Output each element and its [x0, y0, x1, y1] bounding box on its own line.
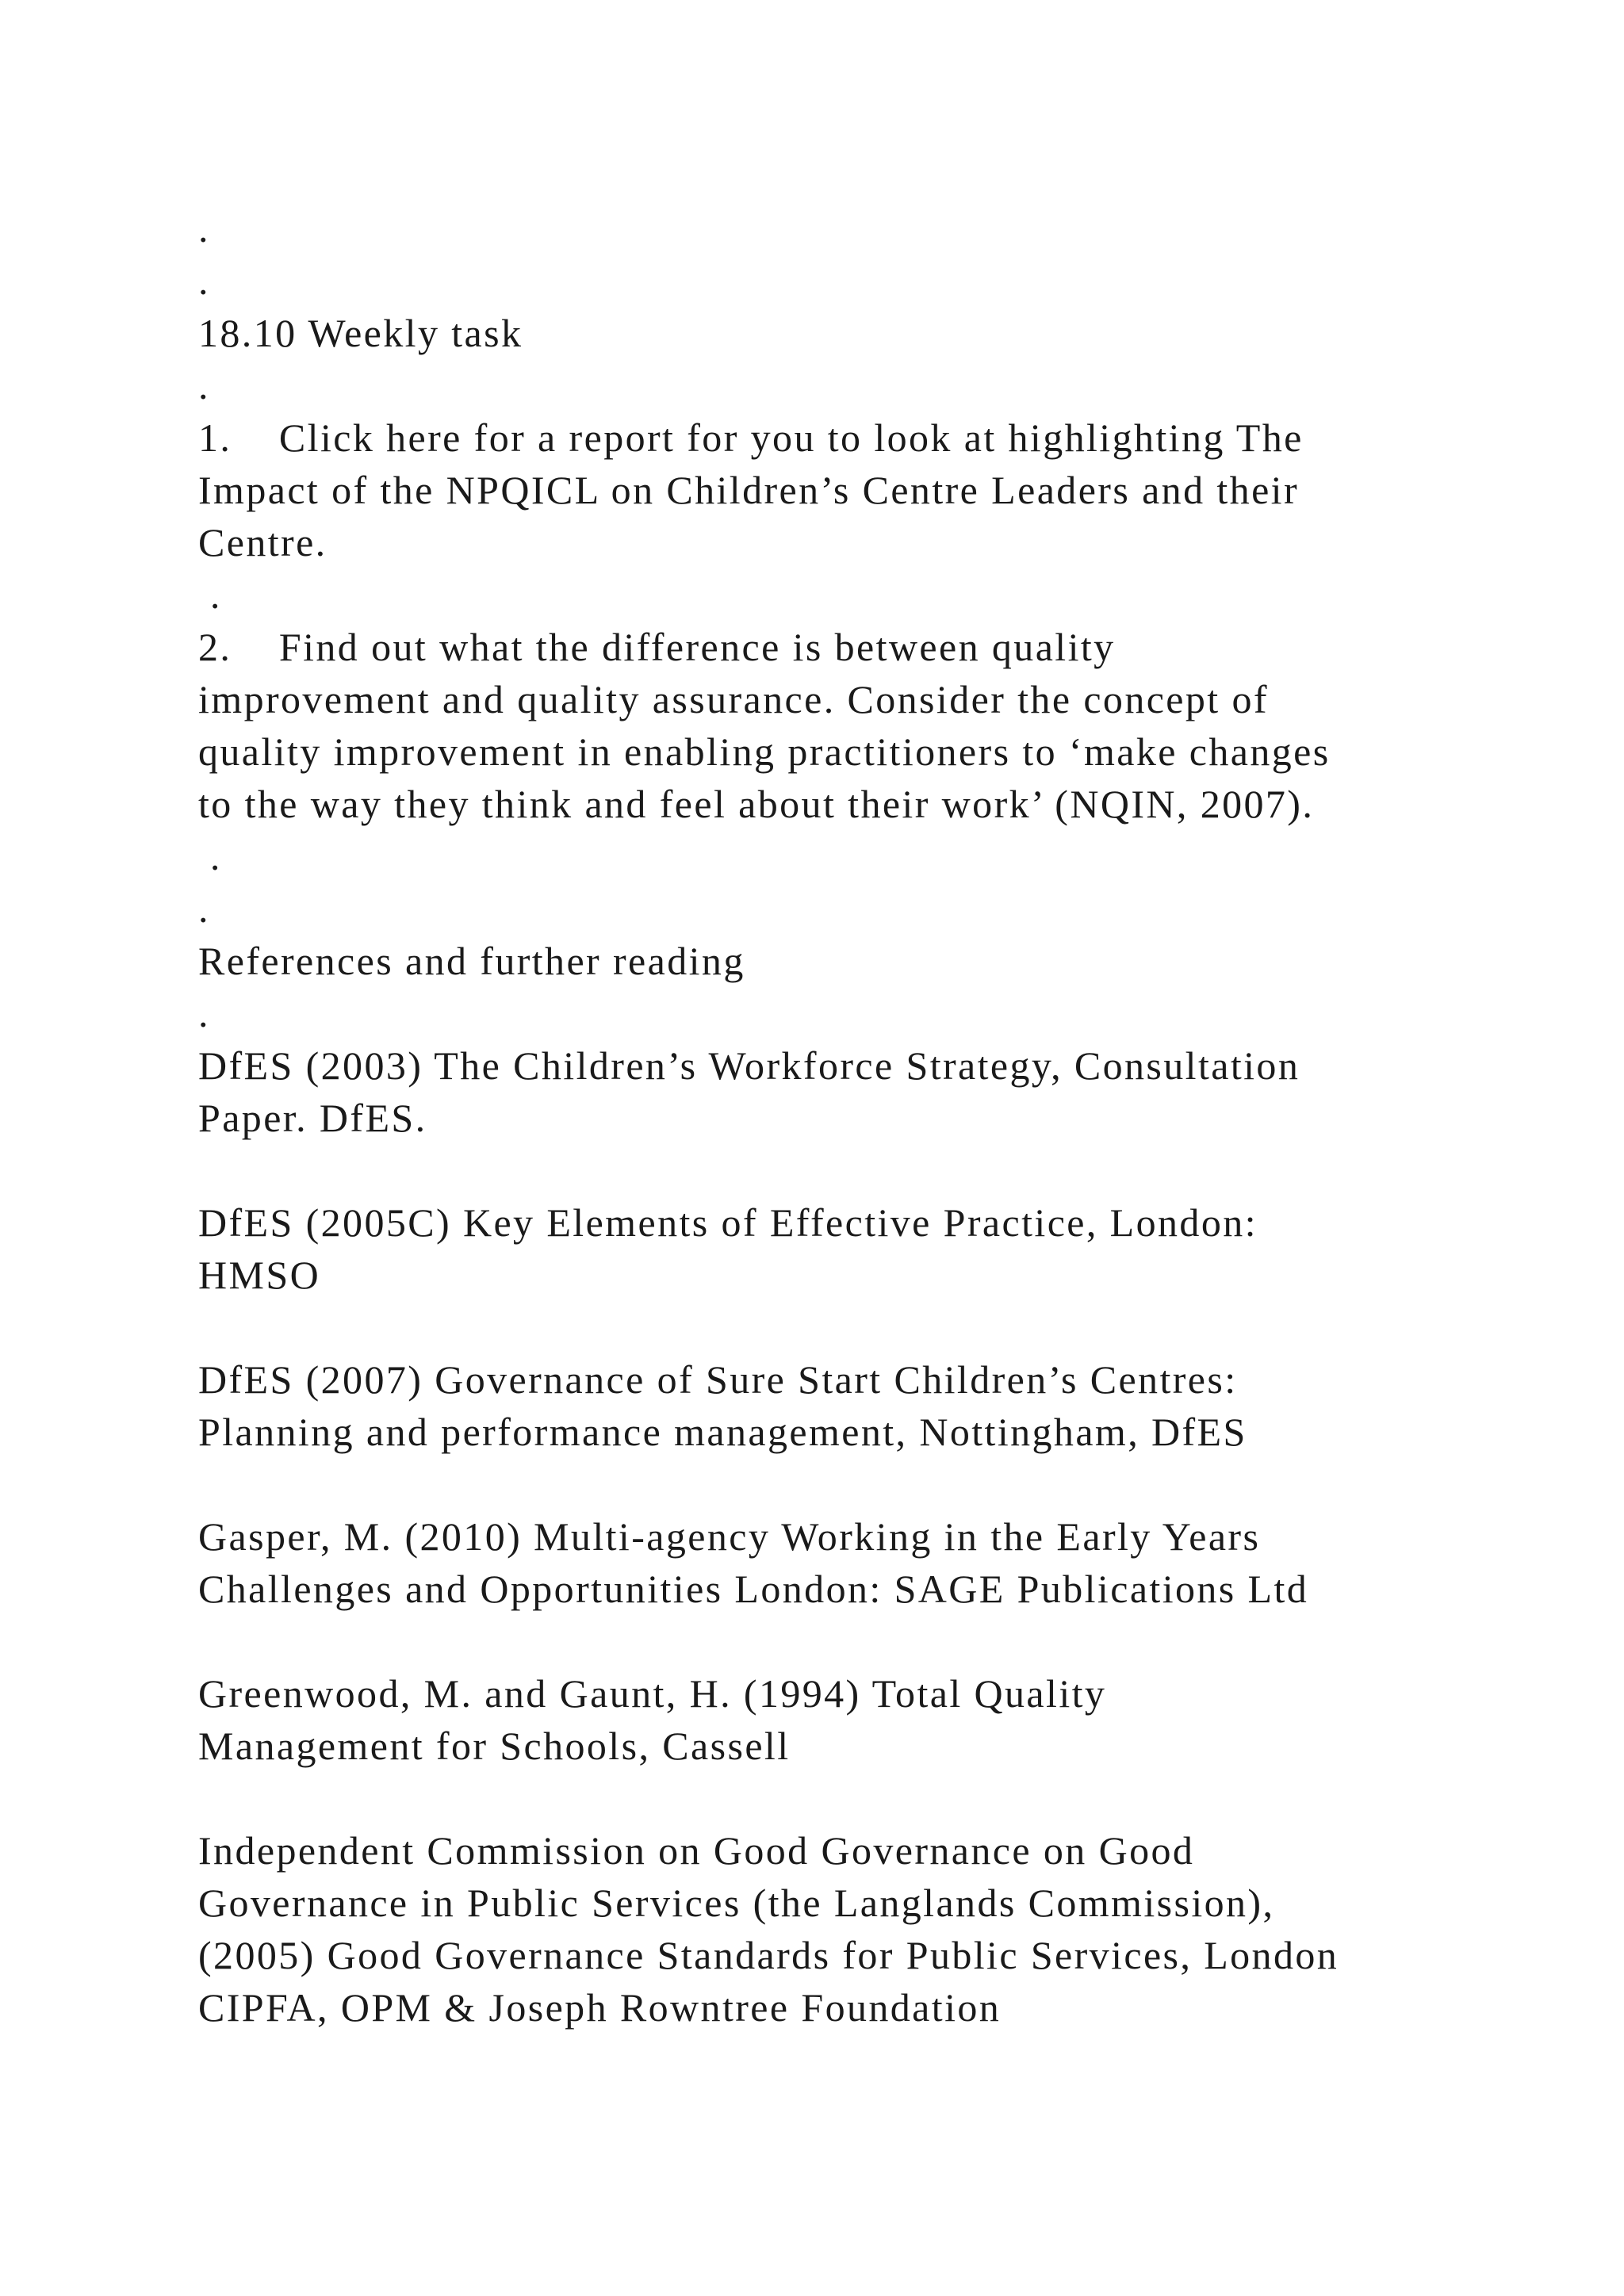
blank-line: [198, 1615, 1483, 1667]
blank-line: [198, 1301, 1483, 1353]
reference-line: Gasper, M. (2010) Multi-agency Working in the Early Years: [198, 1514, 1261, 1559]
section-heading-references: References and further reading: [198, 939, 745, 983]
task-2-line: improvement and quality assurance. Consider the concept of: [198, 677, 1269, 721]
reference-line: Challenges and Opportunities London: SAGE Publications Ltd: [198, 1567, 1309, 1611]
dot-line: .: [198, 206, 210, 251]
reference-line: CIPFA, OPM & Joseph Rowntree Foundation: [198, 1985, 1002, 2030]
reference-line: DfES (2003) The Children’s Workforce Strategy, Consultation: [198, 1043, 1300, 1088]
dot-line: .: [198, 834, 222, 878]
section-heading-weekly-task: 18.10 Weekly task: [198, 311, 523, 355]
reference-line: Greenwood, M. and Gaunt, H. (1994) Total Quality: [198, 1671, 1107, 1716]
reference-line: DfES (2005C) Key Elements of Effective Practice, London:: [198, 1200, 1258, 1245]
dot-line: .: [198, 991, 210, 1035]
task-1-line: Centre.: [198, 520, 327, 564]
reference-line: Independent Commission on Good Governance on Good: [198, 1828, 1195, 1873]
reference-line: (2005) Good Governance Standards for Public Services, London: [198, 1933, 1339, 1977]
task-2-line: to the way they think and feel about their work’ (NQIN, 2007).: [198, 782, 1315, 826]
task-1-line: Impact of the NPQICL on Children’s Centre Leaders and their: [198, 468, 1300, 512]
blank-line: [198, 1144, 1483, 1196]
reference-line: Governance in Public Services (the Langlands Commission),: [198, 1881, 1275, 1925]
blank-line: [198, 1458, 1483, 1510]
reference-line: Paper. DfES.: [198, 1096, 427, 1140]
reference-line: Management for Schools, Cassell: [198, 1724, 791, 1768]
dot-line: .: [198, 258, 210, 303]
blank-line: [198, 1772, 1483, 1824]
task-1-line: 1. Click here for a report for you to look at highlighting The: [198, 415, 1304, 460]
document-page: [198, 202, 1483, 2034]
reference-line: DfES (2007) Governance of Sure Start Children’s Centres:: [198, 1357, 1238, 1402]
task-2-line: quality improvement in enabling practitioners to ‘make changes: [198, 729, 1331, 774]
reference-line: HMSO: [198, 1253, 321, 1297]
dot-line: .: [198, 572, 222, 617]
dot-line: .: [198, 886, 210, 931]
task-2-line: 2. Find out what the difference is between quality: [198, 625, 1116, 669]
reference-line: Planning and performance management, Nottingham, DfES: [198, 1410, 1247, 1454]
dot-line: .: [198, 363, 210, 408]
